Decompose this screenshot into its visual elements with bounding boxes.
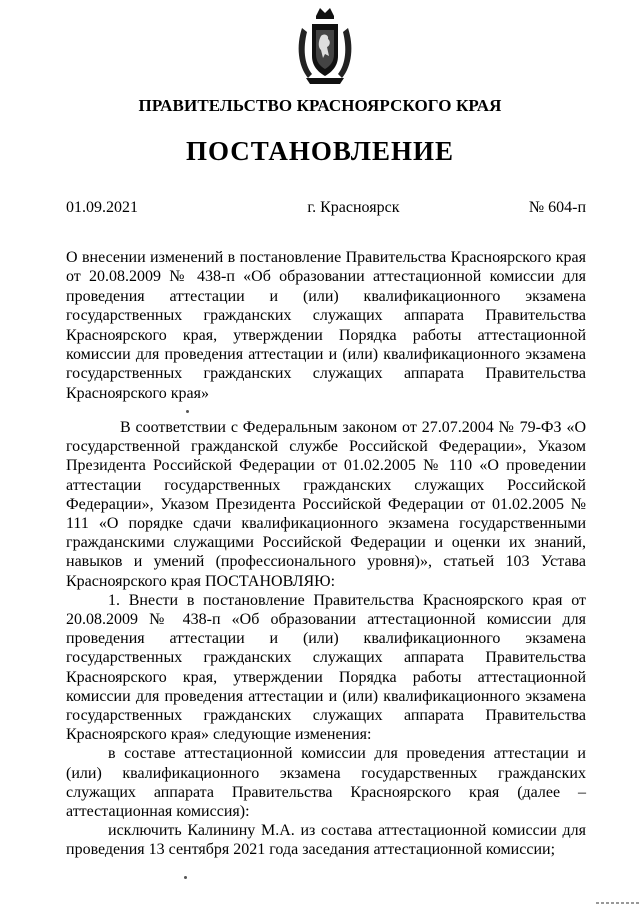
document-date: 01.09.2021 [66, 199, 138, 216]
document-type-title: ПОСТАНОВЛЕНИЕ [185, 136, 455, 166]
document-city: г. Красноярск [307, 199, 400, 216]
document-meta [66, 199, 586, 217]
document-number: № 604-п [528, 199, 586, 216]
document-subject: О внесении изменений в постановление Правительства Красноярского края от 20.08.2009 № 438-п «Об образовании аттестационной комиссии для проведения аттестации и (или) квалификационного экзамена государственных гражданских служащих аппарата Правительства Красноярского края, утверждении Порядка работы аттестационной комиссии для проведения аттестации и (или) квалификационного экзамена государственных гражданских служащих аппарата Правительства Красноярского края» [66, 249, 586, 402]
preamble-paragraph: В соответствии с Федеральным законом от 27.07.2004 № 79-ФЗ «О государственной гражданской службе Российской Федерации», Указом Президента Российской Федерации от 01.02.2005 № 110 «О проведении аттестации государственных гражданских служащих Российской Федерации», Указом Президента Российской Федерации от 01.02.2005 № 111 «О порядке сдачи квалификационного экзамена государственными гражданскими служащими Российской Федерации и оценки их знаний, навыков и умений (профессионального уровня)», статьей 103 Устава Красноярского края ПОСТАНОВЛЯЮ: [66, 419, 586, 590]
document-body [66, 418, 586, 860]
item-1-sub-paragraph: в составе аттестационной комиссии для проведения аттестации и (или) квалификационного экзамена государственных гражданских служащих аппарата Правительства Красноярского края (далее – аттестационная комиссия): [66, 745, 586, 821]
item-1-paragraph: 1. Внести в постановление Правительства Красноярского края от 20.08.2009 № 438-п «Об образовании аттестационной комиссии для проведения аттестации и (или) квалификационного экзамена государственных гражданских служащих аппарата Правительства Красноярского края, утверждении Порядка работы аттестационной комиссии для проведения аттестации и (или) квалификационного экзамена государственных гражданских служащих аппарата Правительства Красноярского края» следующие изменения: [66, 591, 586, 744]
scan-dot [186, 410, 189, 413]
scan-dot [184, 876, 187, 879]
page-corner-mark [596, 895, 640, 905]
coat-of-arms-icon [294, 6, 356, 86]
organization-name: ПРАВИТЕЛЬСТВО КРАСНОЯРСКОГО КРАЯ [138, 96, 502, 115]
item-1-exclude-paragraph: исключить Калинину М.А. из состава аттестационной комиссии для проведения 13 сентября 2021 года заседания аттестационной комиссии; [66, 822, 586, 859]
